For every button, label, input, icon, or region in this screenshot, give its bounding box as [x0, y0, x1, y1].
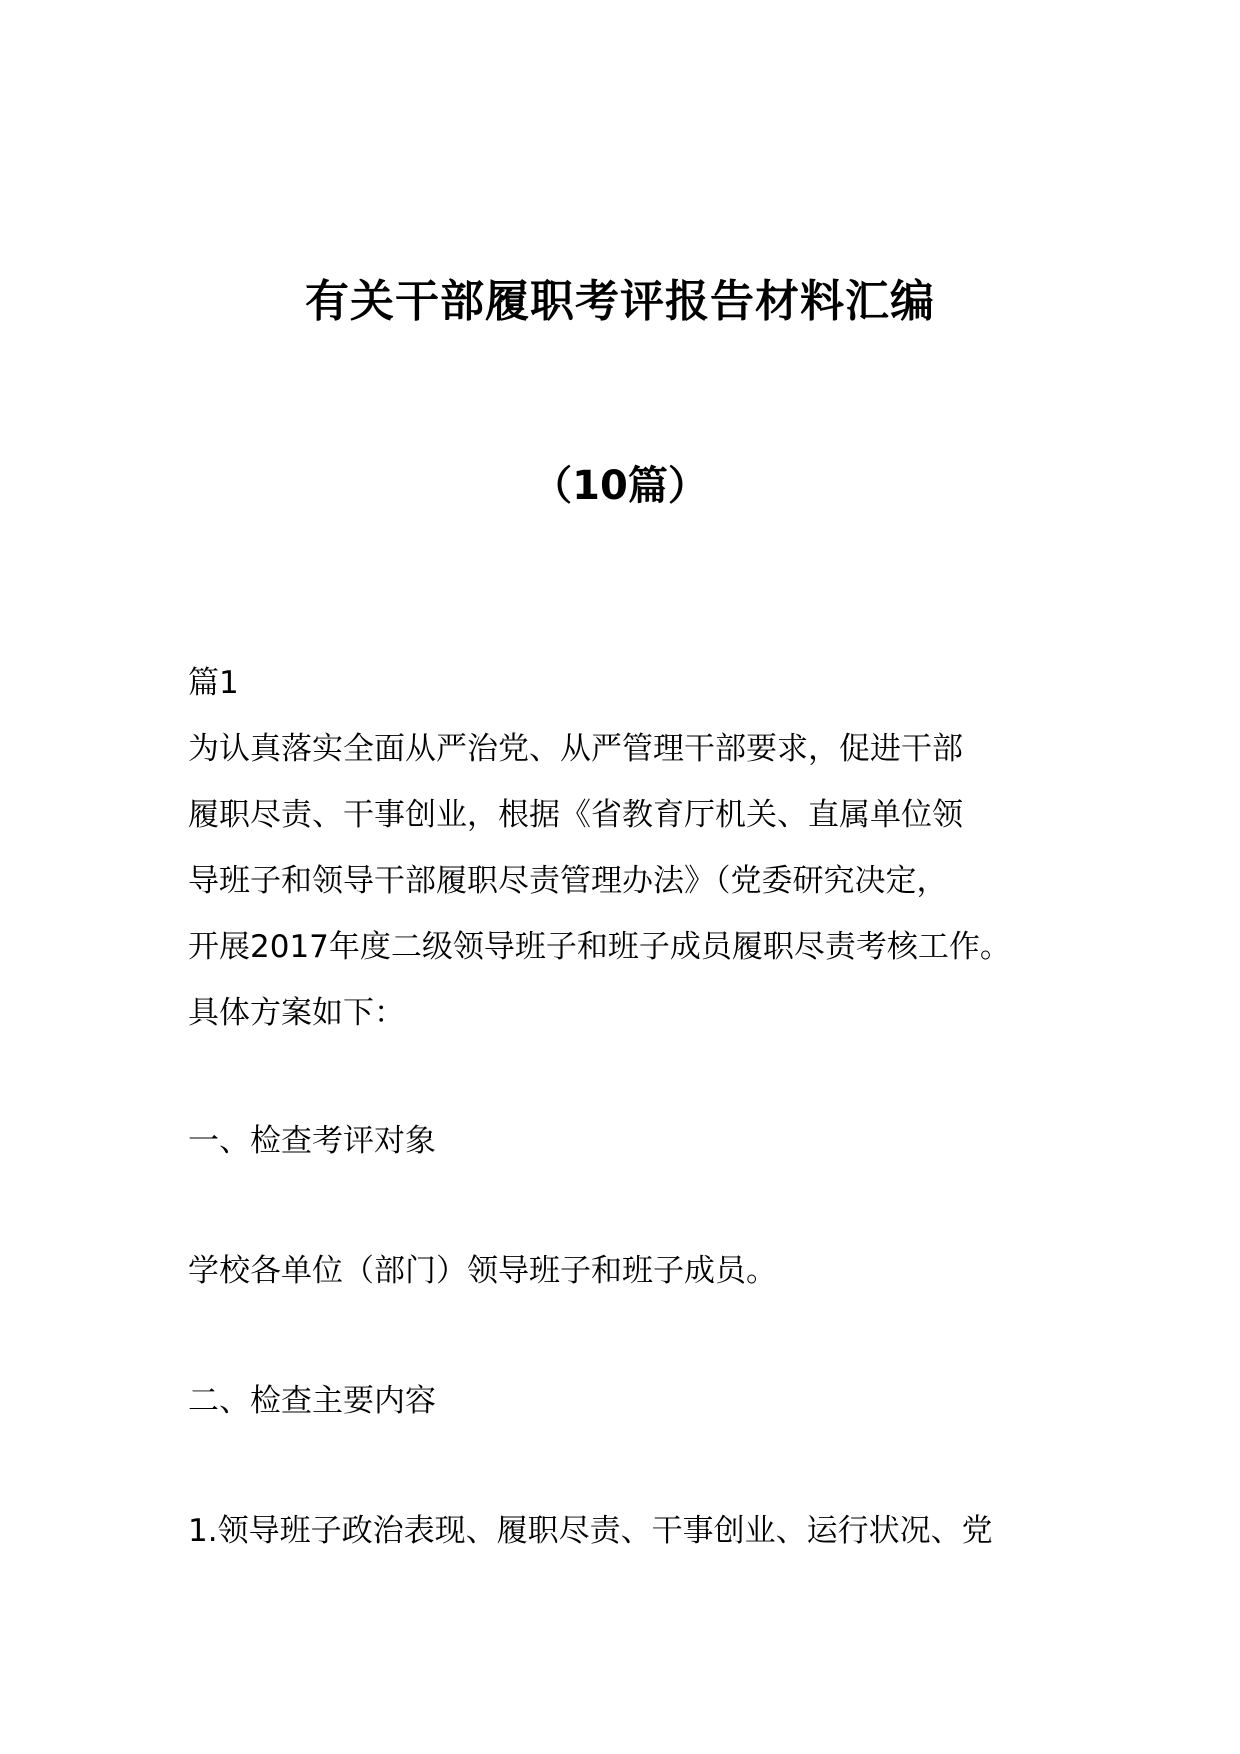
section-2 — [188, 1368, 1088, 1434]
paragraph-line: 具体方案如下： — [188, 995, 405, 1031]
chapter-label-block — [188, 650, 1088, 716]
paragraph-line: 开展2017年度二级领导班子和班子成员履职尽责考核工作。 — [188, 929, 1011, 965]
paragraph-line: 履职尽责、干事创业，根据《省教育厅机关、直属单位领 — [188, 797, 963, 833]
document-subtitle: （10篇） — [532, 463, 708, 509]
paragraph-line: 为认真落实全面从严治党、从严管理干部要求，促进干部 — [188, 731, 963, 767]
section-text: 学校各单位（部门）领导班子和班子成员。 — [188, 1253, 777, 1289]
paragraph-1 — [188, 716, 1088, 1046]
list-item: 1.领导班子政治表现、履职尽责、干事创业、运行状况、党 — [188, 1513, 993, 1549]
chapter-label: 篇1 — [188, 665, 239, 701]
section-heading: 二、检查主要内容 — [188, 1383, 436, 1419]
section-heading: 一、检查考评对象 — [188, 1123, 436, 1159]
section-1-body — [188, 1238, 1088, 1304]
section-2-item-1 — [188, 1498, 1088, 1564]
document-title: 有关干部履职考评报告材料汇编 — [305, 276, 935, 327]
section-1 — [188, 1108, 1088, 1174]
paragraph-line: 导班子和领导干部履职尽责管理办法》（党委研究决定， — [188, 863, 948, 899]
